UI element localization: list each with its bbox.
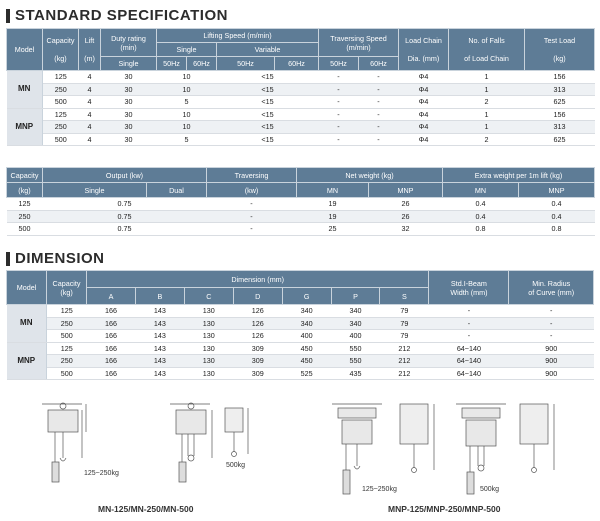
table-cell: 900 xyxy=(509,342,594,355)
table-row xyxy=(7,210,595,223)
table-cell: <15 xyxy=(217,133,319,146)
table-cell: 340 xyxy=(331,305,380,318)
table-cell: 10 xyxy=(157,71,217,84)
table-cell: - xyxy=(319,121,359,134)
header-lift: Lift (m) xyxy=(79,29,101,71)
dim-section-title xyxy=(6,250,105,267)
header-60hz: 60Hz xyxy=(359,57,399,71)
table-cell: 5 xyxy=(157,133,217,146)
table-cell: 30 xyxy=(101,121,157,134)
table-cell: 309 xyxy=(233,367,282,380)
header-mn: MN xyxy=(443,183,519,198)
table-cell: 130 xyxy=(184,317,233,330)
table-cell: 212 xyxy=(380,367,429,380)
header-capacity: Capacity xyxy=(7,168,43,183)
table-row xyxy=(7,367,594,380)
mn-label-large: 500kg xyxy=(226,462,246,469)
table-cell: 5 xyxy=(157,96,217,109)
table-row xyxy=(7,108,595,121)
table-cell: 19 xyxy=(297,198,369,211)
table-cell: 309 xyxy=(233,355,282,368)
table-cell: <15 xyxy=(217,71,319,84)
header-beam: Std.I-Beam Width (mm) xyxy=(429,271,509,305)
mn-hoist-large-drawing xyxy=(170,403,248,482)
table-cell: <15 xyxy=(217,121,319,134)
table-cell: 309 xyxy=(233,342,282,355)
table-cell: 250 xyxy=(47,355,87,368)
table-cell: 0.75 xyxy=(43,198,207,211)
table-cell: Φ4 xyxy=(399,133,449,146)
header-model: Model xyxy=(7,29,43,71)
table-cell: 500 xyxy=(47,367,87,380)
table-cell: 2 xyxy=(449,96,525,109)
table-cell: 4 xyxy=(79,108,101,121)
table-cell: Φ4 xyxy=(399,96,449,109)
header-capacity: Capacity (kg) xyxy=(47,271,87,305)
table-cell: 2 xyxy=(449,133,525,146)
spec-title-text: STANDARD SPECIFICATION xyxy=(15,7,228,24)
table-cell: 79 xyxy=(380,330,429,343)
mn-hoist-small-drawing xyxy=(42,403,86,482)
table-cell: 10 xyxy=(157,83,217,96)
table-row xyxy=(7,305,594,318)
table-cell: <15 xyxy=(217,108,319,121)
table-cell: 0.75 xyxy=(43,210,207,223)
table-cell: 4 xyxy=(79,96,101,109)
header-traversing-unit: (kw) xyxy=(207,183,297,198)
table-cell: - xyxy=(429,305,509,318)
table-row xyxy=(7,330,594,343)
table-cell: 143 xyxy=(135,342,184,355)
table-cell: Φ4 xyxy=(399,71,449,84)
table-cell: 500 xyxy=(47,330,87,343)
table-cell: 625 xyxy=(525,133,595,146)
table-cell: 143 xyxy=(135,330,184,343)
table-cell: 340 xyxy=(331,317,380,330)
header-50hz: 50Hz xyxy=(319,57,359,71)
table-cell: 500 xyxy=(43,96,79,109)
header-dim-p: P xyxy=(331,288,380,305)
header-lifting-speed: Lifting Speed (m/min) xyxy=(157,29,319,43)
table-row xyxy=(7,133,595,146)
table-cell: 125 xyxy=(47,305,87,318)
table-cell: 4 xyxy=(79,133,101,146)
table-cell: 64~140 xyxy=(429,355,509,368)
table-cell: 79 xyxy=(380,317,429,330)
table-row xyxy=(7,198,595,211)
table-cell: 126 xyxy=(233,317,282,330)
table-cell: 143 xyxy=(135,355,184,368)
table-cell: 1 xyxy=(449,121,525,134)
mnp-hoist-small-drawing xyxy=(332,404,434,494)
header-duty-single: Single xyxy=(101,57,157,71)
table-cell: 450 xyxy=(282,342,331,355)
table-cell: 25 xyxy=(297,223,369,236)
model-cell: MNP xyxy=(7,108,43,146)
table-cell: Φ4 xyxy=(399,121,449,134)
header-variable: Variable xyxy=(217,43,319,57)
mnp-label-large: 500kg xyxy=(480,486,500,493)
table-cell: 32 xyxy=(369,223,443,236)
table-cell: 435 xyxy=(331,367,380,380)
table-cell: 166 xyxy=(87,330,136,343)
dimension-table xyxy=(6,270,594,380)
table-cell: 125 xyxy=(47,342,87,355)
table-row xyxy=(7,71,595,84)
header-extra-weight: Extra weight per 1m lift (kg) xyxy=(443,168,595,183)
spec-table-main xyxy=(6,28,595,146)
table-cell: 900 xyxy=(509,355,594,368)
table-cell: 130 xyxy=(184,355,233,368)
table-cell: - xyxy=(207,198,297,211)
header-dim-s: S xyxy=(380,288,429,305)
table-row xyxy=(7,223,595,236)
table-cell: 900 xyxy=(509,367,594,380)
header-single: Single xyxy=(157,43,217,57)
table-cell: 64~140 xyxy=(429,367,509,380)
table-cell: - xyxy=(509,317,594,330)
table-cell: 126 xyxy=(233,330,282,343)
table-cell: 143 xyxy=(135,305,184,318)
header-output: Output (kw) xyxy=(43,168,207,183)
table-cell: 30 xyxy=(101,71,157,84)
table-cell: Φ4 xyxy=(399,108,449,121)
table-cell: 1 xyxy=(449,83,525,96)
header-dimension: Dimension (mm) xyxy=(87,271,429,288)
table-cell: - xyxy=(319,71,359,84)
table-cell: 19 xyxy=(297,210,369,223)
table-cell: 0.75 xyxy=(43,223,207,236)
table-cell: - xyxy=(509,330,594,343)
table-row xyxy=(7,121,595,134)
table-cell: 26 xyxy=(369,210,443,223)
table-cell: 400 xyxy=(282,330,331,343)
table-cell: - xyxy=(319,108,359,121)
table-cell: 30 xyxy=(101,83,157,96)
table-cell: - xyxy=(359,108,399,121)
table-cell: - xyxy=(359,121,399,134)
table-row xyxy=(7,317,594,330)
header-dual: Dual xyxy=(147,183,207,198)
table-cell: <15 xyxy=(217,83,319,96)
table-cell: 79 xyxy=(380,305,429,318)
table-cell: 156 xyxy=(525,108,595,121)
spec-section-title xyxy=(6,7,228,24)
table-cell: 500 xyxy=(43,133,79,146)
table-cell: Φ4 xyxy=(399,83,449,96)
title-bar-decoration xyxy=(6,9,10,23)
header-load-chain: Load Chain Dia. (mm) xyxy=(399,29,449,71)
header-60hz: 60Hz xyxy=(187,57,217,71)
header-50hz: 50Hz xyxy=(157,57,187,71)
title-bar-decoration xyxy=(6,252,10,266)
mnp-caption: MNP-125/MNP-250/MNP-500 xyxy=(388,504,501,514)
table-cell: - xyxy=(319,133,359,146)
header-60hz: 60Hz xyxy=(275,57,319,71)
table-cell: - xyxy=(207,223,297,236)
table-cell: 250 xyxy=(43,83,79,96)
model-cell: MN xyxy=(7,305,47,343)
table-cell: - xyxy=(319,83,359,96)
table-cell: 130 xyxy=(184,330,233,343)
table-cell: 340 xyxy=(282,305,331,318)
mn-caption: MN-125/MN-250/MN-500 xyxy=(98,504,194,514)
table-cell: 0.4 xyxy=(519,198,595,211)
mn-label-small: 125~250kg xyxy=(84,470,119,477)
table-cell: 250 xyxy=(43,121,79,134)
table-row xyxy=(7,96,595,109)
table-cell: - xyxy=(509,305,594,318)
model-cell: MN xyxy=(7,71,43,109)
table-cell: 550 xyxy=(331,342,380,355)
mnp-label-small: 125~250kg xyxy=(362,486,397,493)
table-cell: 26 xyxy=(369,198,443,211)
table-cell: 0.4 xyxy=(519,210,595,223)
table-cell: <15 xyxy=(217,96,319,109)
table-row xyxy=(7,83,595,96)
table-cell: 212 xyxy=(380,342,429,355)
header-net-weight: Net weight (kg) xyxy=(297,168,443,183)
hoist-drawings xyxy=(20,396,580,500)
header-capacity-unit: (kg) xyxy=(7,183,43,198)
table-cell: 64~140 xyxy=(429,342,509,355)
table-cell: 250 xyxy=(7,210,43,223)
table-cell: 30 xyxy=(101,96,157,109)
table-cell: 30 xyxy=(101,133,157,146)
header-mnp: MNP xyxy=(369,183,443,198)
table-cell: 1 xyxy=(449,108,525,121)
table-cell: - xyxy=(359,96,399,109)
header-50hz: 50Hz xyxy=(217,57,275,71)
table-cell: 212 xyxy=(380,355,429,368)
table-cell: 130 xyxy=(184,342,233,355)
table-cell: 166 xyxy=(87,317,136,330)
table-cell: 550 xyxy=(331,355,380,368)
table-cell: - xyxy=(207,210,297,223)
table-cell: 1 xyxy=(449,71,525,84)
table-cell: 500 xyxy=(7,223,43,236)
mnp-hoist-large-drawing xyxy=(456,404,554,494)
header-dim-b: B xyxy=(135,288,184,305)
table-cell: 125 xyxy=(43,108,79,121)
header-capacity: Capacity (kg) xyxy=(43,29,79,71)
header-falls: No. of Falls of Load Chain xyxy=(449,29,525,71)
table-cell: 250 xyxy=(47,317,87,330)
header-traversing: Traversing xyxy=(207,168,297,183)
table-cell: - xyxy=(359,133,399,146)
spec-table-weights xyxy=(6,167,595,236)
table-cell: 166 xyxy=(87,305,136,318)
table-cell: 525 xyxy=(282,367,331,380)
table-row xyxy=(7,355,594,368)
table-cell: 130 xyxy=(184,305,233,318)
table-cell: 4 xyxy=(79,83,101,96)
table-cell: - xyxy=(319,96,359,109)
dim-title-text: DIMENSION xyxy=(15,250,105,267)
table-cell: 4 xyxy=(79,121,101,134)
header-radius: Min. Radius of Curve (mm) xyxy=(509,271,594,305)
table-cell: 400 xyxy=(331,330,380,343)
table-cell: 450 xyxy=(282,355,331,368)
table-cell: 0.8 xyxy=(443,223,519,236)
table-cell: 4 xyxy=(79,71,101,84)
table-cell: 313 xyxy=(525,121,595,134)
table-cell: 166 xyxy=(87,367,136,380)
table-cell: 130 xyxy=(184,367,233,380)
table-cell: 10 xyxy=(157,108,217,121)
table-cell: 166 xyxy=(87,355,136,368)
table-row xyxy=(7,342,594,355)
header-dim-d: D xyxy=(233,288,282,305)
header-model: Model xyxy=(7,271,47,305)
header-test-load: Test Load (kg) xyxy=(525,29,595,71)
header-mnp: MNP xyxy=(519,183,595,198)
table-cell: 30 xyxy=(101,108,157,121)
table-cell: - xyxy=(359,71,399,84)
header-single: Single xyxy=(43,183,147,198)
table-cell: 125 xyxy=(43,71,79,84)
table-cell: 0.4 xyxy=(443,210,519,223)
table-cell: 313 xyxy=(525,83,595,96)
table-cell: 625 xyxy=(525,96,595,109)
table-cell: 143 xyxy=(135,317,184,330)
table-cell: - xyxy=(429,317,509,330)
header-dim-a: A xyxy=(87,288,136,305)
header-dim-c: C xyxy=(184,288,233,305)
table-cell: 340 xyxy=(282,317,331,330)
table-cell: - xyxy=(359,83,399,96)
header-duty: Duty rating (min) xyxy=(101,29,157,57)
header-traversing-speed: Traversing Speed (m/min) xyxy=(319,29,399,57)
header-dim-g: G xyxy=(282,288,331,305)
table-cell: 125 xyxy=(7,198,43,211)
table-cell: 143 xyxy=(135,367,184,380)
model-cell: MNP xyxy=(7,342,47,380)
table-cell: 0.8 xyxy=(519,223,595,236)
table-cell: - xyxy=(429,330,509,343)
table-cell: 156 xyxy=(525,71,595,84)
table-cell: 166 xyxy=(87,342,136,355)
table-cell: 0.4 xyxy=(443,198,519,211)
table-cell: 126 xyxy=(233,305,282,318)
table-cell: 10 xyxy=(157,121,217,134)
header-mn: MN xyxy=(297,183,369,198)
